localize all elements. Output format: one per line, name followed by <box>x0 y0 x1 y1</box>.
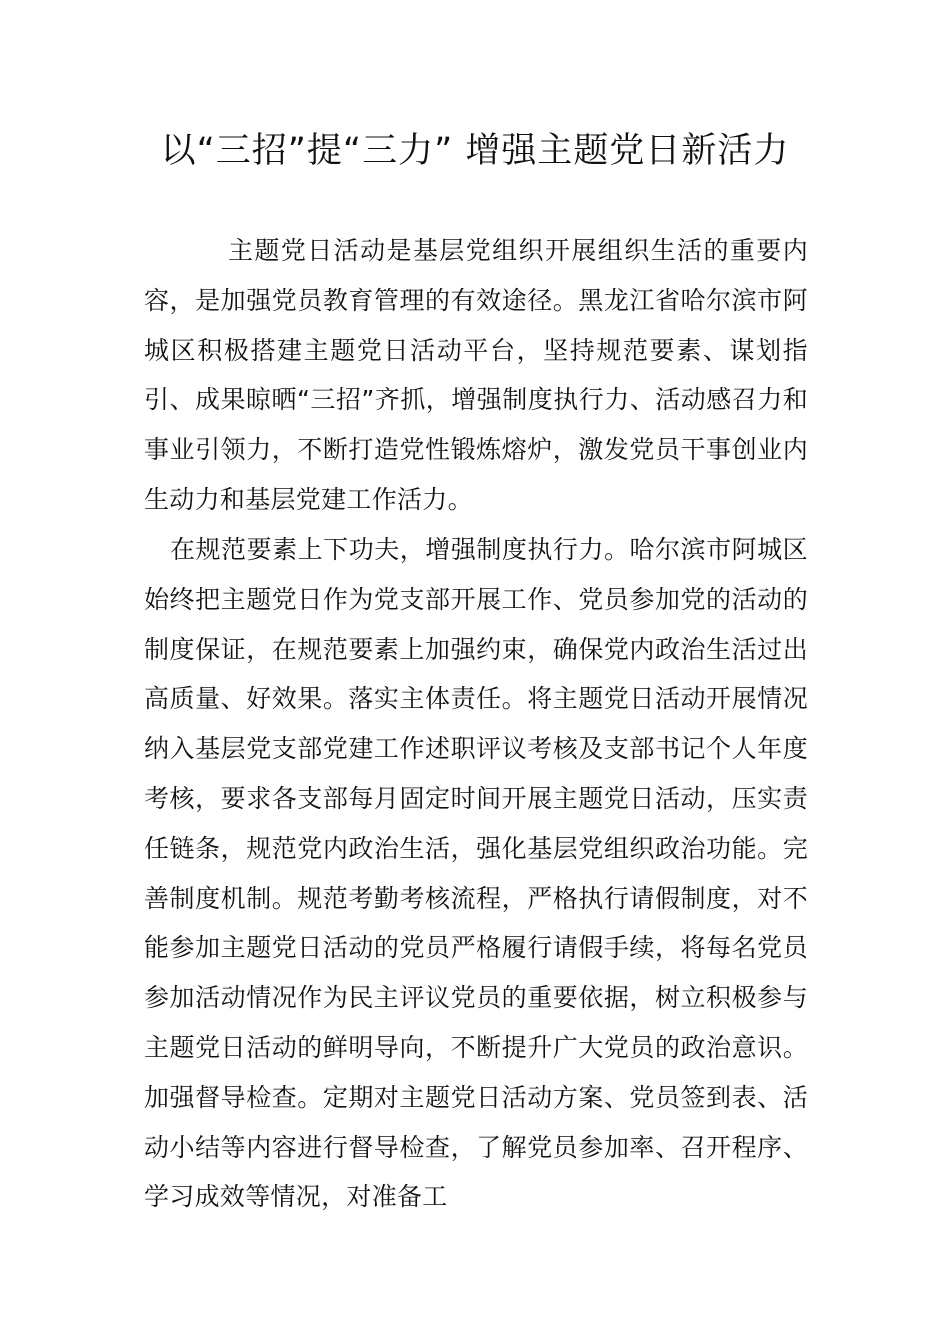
document-title: 以“三招”提“三力” 增强主题党日新活力 <box>160 131 790 171</box>
paragraph-intro: 主题党日活动是基层党组织开展组织生活的重要内容，是加强党员教育管理的有效途径。黑龙江省哈尔滨市阿城区积极搭建主题党日活动平台，坚持规范要素、谋划指引、成果晾晒“三招”齐抓，增强制度执行力、活动感召力和事业引领力，不断打造党性锻炼熔炉，激发党员干事创业内生动力和基层党建工作活力。 <box>144 236 808 514</box>
paragraph-standardize-elements: 在规范要素上下功夫，增强制度执行力。哈尔滨市阿城区始终把主题党日作为党支部开展工作、党员参加党的活动的制度保证，在规范要素上加强约束，确保党内政治生活过出高质量、好效果。落实主体责任。将主题党日活动开展情况纳入基层党支部党建工作述职评议考核及支部书记个人年度考核，要求各支部每月固定时间开展主题党日活动，压实责任链条，规范党内政治生活，强化基层党组织政治功能。完善制度机制。规范考勤考核流程，严格执行请假制度，对不能参加主题党日活动的党员严格履行请假手续，将每名党员参加活动情况作为民主评议党员的重要依据，树立积极参与主题党日活动的鲜明导向，不断提升广大党员的政治意识。加强督导检查。定期对主题党日活动方案、党员签到表、活动小结等内容进行督导检查，了解党员参加率、召开程序、学习成效等情况，对准备工 <box>144 535 808 1212</box>
